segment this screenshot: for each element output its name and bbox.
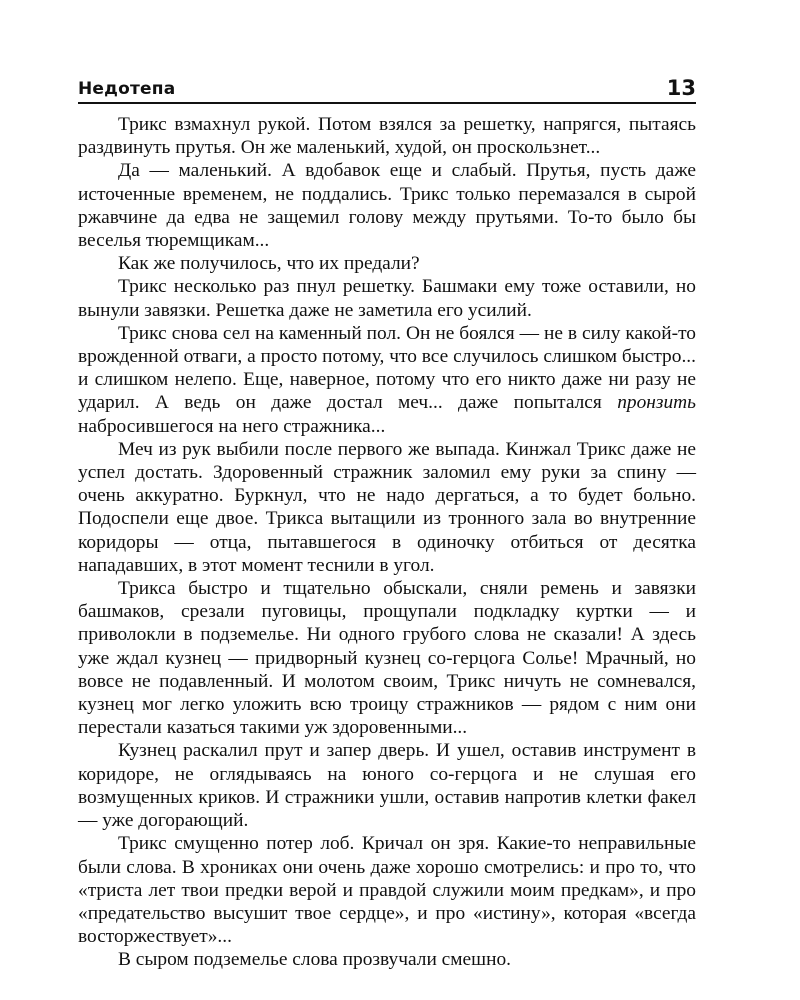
paragraph-5-text-before: Трикс снова сел на каменный пол. Он не боялся — не в силу какой-то врожденной отваги, а просто потому, что все случилось слишком быстро... и слишком нелепо. Еще, наверное, потому что его никто даже ни разу не ударил. А ведь он даже достал меч... даже попытался: [78, 322, 696, 414]
running-title: Недотепа: [78, 79, 176, 99]
running-head: [78, 78, 696, 104]
paragraph-6: Меч из рук выбили после первого же выпада. Кинжал Трикс даже не успел достать. Здоровенный стражник заломил ему руки за спину — очень аккуратно. Буркнул, что не надо дергаться, а то будет больно. Подоспели еще двое. Трикса вытащили из тронного зала во внутренние коридоры — отца, пытавшегося в одиночку отбиться от десятка нападавших, в этот момент теснили в угол.: [78, 438, 696, 576]
paragraph-2: Да — маленький. А вдобавок еще и слабый. Прутья, пусть даже источенные временем, не поддались. Трикс только перемазался в сырой ржавчине да едва не защемил голову между прутьями. То-то было бы веселья тюремщикам...: [78, 160, 696, 252]
page-number: 13: [666, 76, 696, 100]
paragraph-5: [78, 322, 696, 438]
paragraph-1: Трикс взмахнул рукой. Потом взялся за решетку, напрягся, пытаясь раздвинуть прутья. Он же маленький, худой, он проскользнет...: [78, 114, 696, 159]
paragraph-8: Кузнец раскалил прут и запер дверь. И ушел, оставив инструмент в коридоре, не оглядываясь на юного со-герцога и не слушая его возмущенных криков. И стражники ушли, оставив напротив клетки факел — уже догорающий.: [78, 740, 696, 832]
paragraph-9: Трикс смущенно потер лоб. Кричал он зря. Какие-то неправильные были слова. В хрониках они очень даже хорошо смотрелись: и про то, что «триста лет твои предки верой и правдой служили моим предкам», и про «предательство высушит твое сердце», и про «истину», которая «всегда восторжествует»...: [78, 833, 696, 948]
paragraph-5-text-after: набросившегося на него стражника...: [78, 415, 386, 437]
paragraph-3: Как же получилось, что их предали?: [118, 253, 420, 275]
body-text: [78, 113, 696, 972]
paragraph-7: Трикса быстро и тщательно обыскали, сняли ремень и завязки башмаков, срезали пуговицы, прощупали подкладку куртки — и приволокли в подземелье. Ни одного грубого слова не сказали! А здесь уже ждал кузнец — придворный кузнец со-герцога Солье! Мрачный, но вовсе не подавленный. И молотом своим, Трикс ничуть не сомневался, кузнец мог легко уложить всю троицу стражников — рядом с ним они перестали казаться такими уж здоровенными...: [78, 578, 696, 739]
paragraph-4: Трикс несколько раз пнул решетку. Башмаки ему тоже оставили, но вынули завязки. Решетка даже не заметила его усилий.: [78, 276, 696, 321]
paragraph-5-emphasis: пронзить: [617, 392, 696, 414]
book-page: [78, 78, 696, 972]
paragraph-10: В сыром подземелье слова прозвучали смешно.: [118, 949, 512, 971]
